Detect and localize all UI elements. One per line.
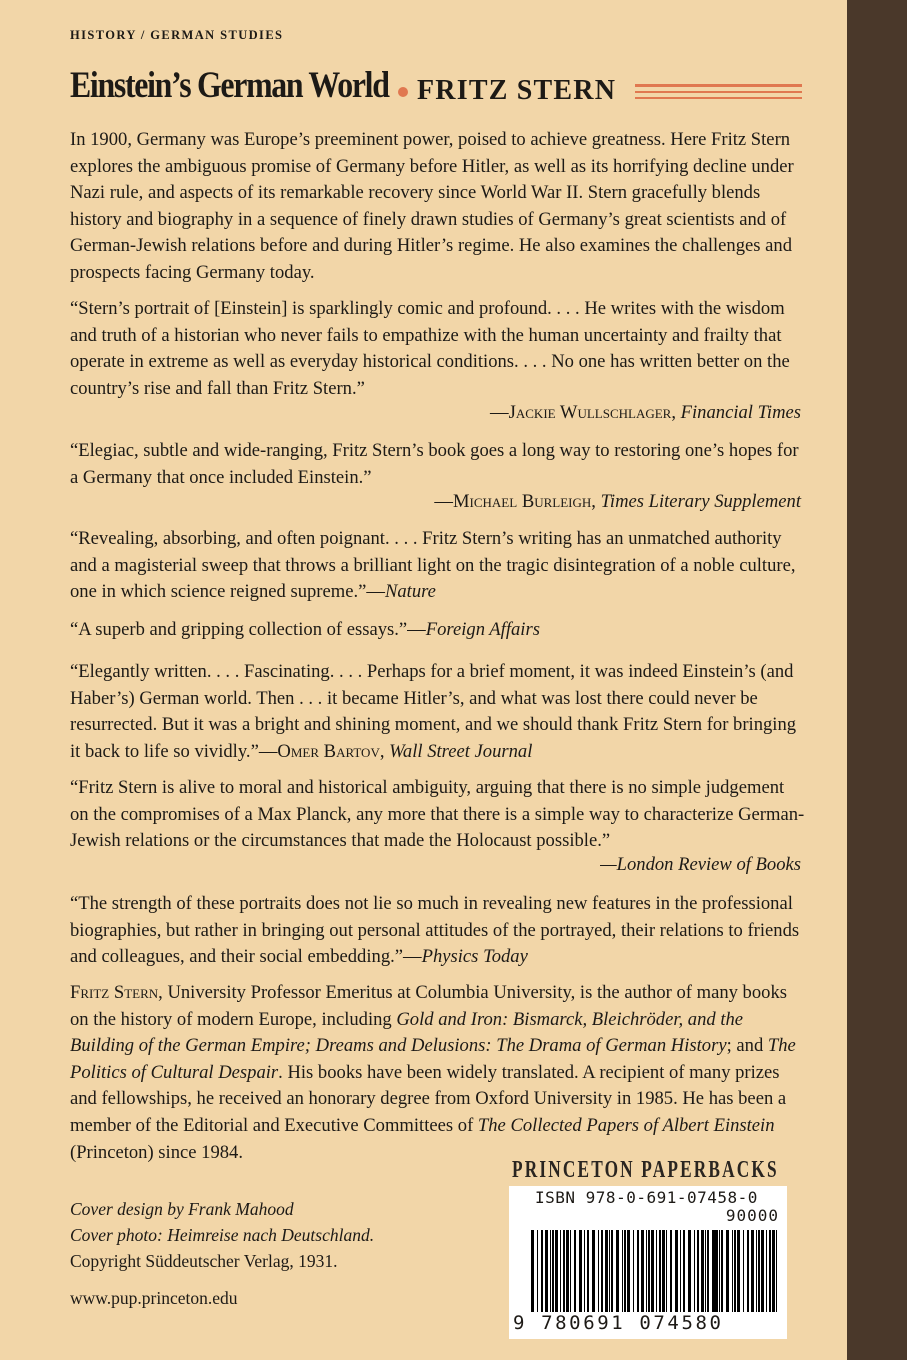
- barcode-bar: [761, 1230, 764, 1312]
- barcode-bar: [648, 1230, 650, 1312]
- book-spine: [847, 0, 907, 1360]
- bullet-icon: [398, 87, 408, 97]
- barcode-bar: [531, 1230, 534, 1312]
- barcode-bar: [772, 1230, 775, 1312]
- barcode-bar: [584, 1230, 585, 1312]
- review-1: “Stern’s portrait of [Einstein] is sparklingly comic and profound. . . . He writes with the wisdom and truth of a historian who never fails to empathize with the human uncertainty and frailty that operate in extreme as well as everyday historical conditions. . . . No one has written better on the country’s rise and fall than Fritz Stern.”: [70, 298, 790, 399]
- barcode-bar: [680, 1230, 681, 1312]
- price-code: 90000: [725, 1206, 779, 1225]
- barcode-bar: [605, 1230, 608, 1312]
- barcode-bar: [627, 1230, 630, 1312]
- review-2: “Elegiac, subtle and wide-ranging, Fritz Stern’s book goes a long way to restoring one’s hopes for a Germany that once included Einstein.”: [70, 440, 799, 488]
- barcode-bar: [587, 1230, 589, 1312]
- barcode-bar: [719, 1230, 720, 1312]
- barcode-bar: [616, 1230, 619, 1312]
- barcode-bar: [701, 1230, 704, 1312]
- title-row: [70, 64, 805, 114]
- barcode-bar: [756, 1230, 757, 1312]
- barcode-bar: [601, 1230, 603, 1312]
- barcode-bar: [537, 1230, 538, 1312]
- barcode-bar: [743, 1230, 744, 1312]
- decorative-rules: [635, 84, 802, 103]
- publisher-website[interactable]: www.pup.princeton.edu: [70, 1288, 238, 1308]
- barcode-bar: [609, 1230, 610, 1312]
- barcode-bar: [751, 1230, 754, 1312]
- description: In 1900, Germany was Europe’s preeminent power, poised to achieve greatness. Here Fritz Stern explores the ambiguous promise of Germany before Hitler, as well as its horrifying decline under Nazi rule, and aspects of its remarkable recovery since World War II. Stern gracefully blends history and biography in a sequence of finely drawn studies of Germany’s great scientists and of German-Jewish relations before and during Hitler’s regime. He also examines the challenges and prospects facing Germany today.: [70, 129, 794, 283]
- barcode-bar: [579, 1230, 582, 1312]
- author-name: FRITZ STERN: [417, 75, 617, 106]
- barcode-bar: [592, 1230, 595, 1312]
- barcode-bar: [697, 1230, 699, 1312]
- barcode-bar: [598, 1230, 599, 1312]
- review-6-attribution: —London Review of Books: [600, 854, 801, 875]
- barcode-bar: [747, 1230, 749, 1312]
- barcode-bar: [611, 1230, 613, 1312]
- barcode-bar: [769, 1230, 771, 1312]
- barcode-bar: [694, 1230, 695, 1312]
- barcode-bar: [670, 1230, 672, 1312]
- barcode-bar: [758, 1230, 760, 1312]
- barcode-bar: [734, 1230, 736, 1312]
- barcode-bar: [659, 1230, 661, 1312]
- category-label: HISTORY / GERMAN STUDIES: [70, 28, 284, 42]
- barcode-bar: [566, 1230, 569, 1312]
- barcode-bar: [641, 1230, 644, 1312]
- book-title: Einstein’s German World: [70, 65, 389, 106]
- review-6: “Fritz Stern is alive to moral and historical ambiguity, arguing that there is no simple judgement on the compromises of a Max Planck, any more that there is a simple way to characterize German-Jewish relations or the circumstances that made the Holocaust possible.”: [70, 777, 805, 852]
- barcode-bar: [552, 1230, 554, 1312]
- barcode-bar: [570, 1230, 571, 1312]
- review-2-attribution: —Michael Burleigh, Times Literary Supplement: [434, 491, 801, 512]
- isbn-barcode: [509, 1186, 787, 1339]
- barcode-bar: [666, 1230, 667, 1312]
- barcode-bar: [541, 1230, 543, 1312]
- barcode-bar: [622, 1230, 623, 1312]
- barcode-bar: [656, 1230, 657, 1312]
- barcode-bar: [550, 1230, 551, 1312]
- isbn-text: ISBN 978-0-691-07458-0: [535, 1188, 758, 1207]
- cover-credits: Cover design by Frank Mahood Cover photo: Heimreise nach Deutschland. Copyright Süddeutscher Verlag, 1931.: [70, 1199, 375, 1271]
- barcode-bar: [707, 1230, 709, 1312]
- barcode-bar: [555, 1230, 558, 1312]
- review-7: “The strength of these portraits does not lie so much in revealing new features in the professional biographies, but rather in bringing out personal attitudes of the portrayed, their relations to friends and colleagues, and their social embedding.”—Physics Today: [70, 893, 800, 968]
- barcode-bar: [651, 1230, 654, 1312]
- review-3: “Revealing, absorbing, and often poignant. . . . Fritz Stern’s writing has an unmatched authority and a magisterial sweep that throws a brilliant light on the tragic disintegration of a noble culture, one in which science reigned supreme.”—Nature: [70, 528, 796, 603]
- barcode-bar: [721, 1230, 723, 1312]
- barcode-bar: [688, 1230, 691, 1312]
- barcode-bar: [574, 1230, 576, 1312]
- barcode-bar: [683, 1230, 685, 1312]
- barcode-bar: [624, 1230, 626, 1312]
- review-1-attribution: —Jackie Wullschlager, Financial Times: [490, 402, 801, 423]
- barcode-bar: [646, 1230, 647, 1312]
- barcode-bar: [732, 1230, 733, 1312]
- barcode-bar: [563, 1230, 565, 1312]
- barcode-bar: [737, 1230, 740, 1312]
- barcode-bar: [662, 1230, 665, 1312]
- barcode-bar: [560, 1230, 561, 1312]
- barcode-bar: [766, 1230, 767, 1312]
- barcode-bar: [705, 1230, 706, 1312]
- barcode-digits: 9 780691 074580: [513, 1312, 724, 1334]
- review-5: “Elegantly written. . . . Fascinating. . . . Perhaps for a brief moment, it was indeed Einstein’s (and Haber’s) German world. Then . . . it became Hitler’s, and what was lost there could never be resurrected. But it was a bright and shining moment, and we should thank Fritz Stern for bringing it back to life so vividly.”—Omer Bartov, Wall Street Journal: [70, 661, 797, 762]
- barcode-bar: [633, 1230, 634, 1312]
- barcode-price: [715, 1230, 779, 1312]
- barcode-main: [531, 1230, 715, 1312]
- imprint-label: PRINCETON PAPERBACKS: [512, 1157, 779, 1183]
- barcode-bar: [776, 1230, 777, 1312]
- barcode-bar: [715, 1230, 718, 1312]
- author-bio: Fritz Stern, University Professor Emeritus at Columbia University, is the author of many books on the history of modern Europe, including Gold and Iron: Bismarck, Bleichröder, and the Building of the German Empire; Dreams and Delusions: The Drama of German History; and The Politics of Cultural Despair. His books have been widely translated. A recipient of many prizes and fellowships, he received an honorary degree from Oxford University in 1985. He has been a member of the Editorial and Executive Committees of The Collected Papers of Albert Einstein (Princeton) since 1984.: [70, 982, 796, 1163]
- barcode-bar: [726, 1230, 729, 1312]
- review-4: “A superb and gripping collection of essays.”—Foreign Affairs: [70, 619, 540, 640]
- barcode-bar: [637, 1230, 639, 1312]
- barcode-bar: [675, 1230, 678, 1312]
- barcode-bar: [545, 1230, 548, 1312]
